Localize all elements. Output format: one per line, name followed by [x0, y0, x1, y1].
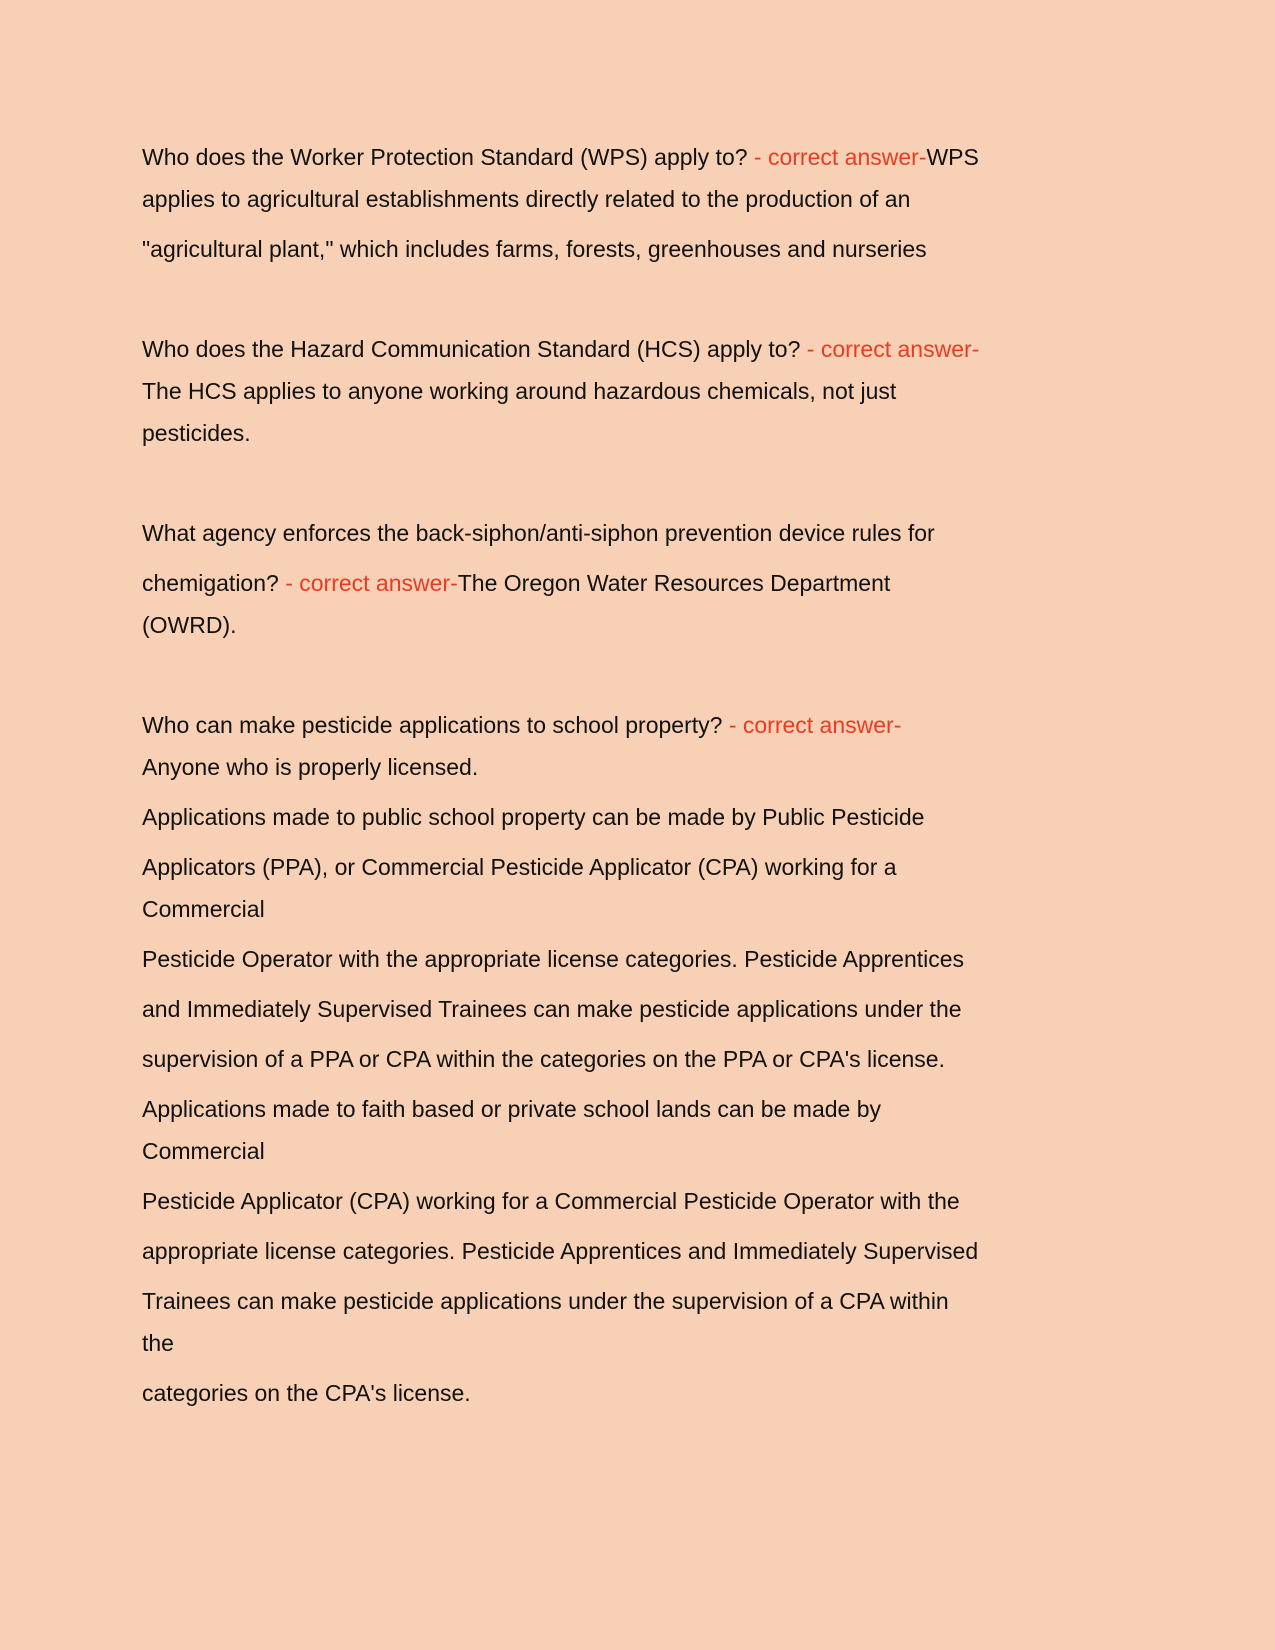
text-line	[142, 512, 1185, 554]
text-segment: Trainees can make pesticide applications under the supervision of a CPA within	[142, 1288, 949, 1314]
text-segment: Who does the Hazard Communication Standard (HCS) apply to?	[142, 336, 807, 362]
paragraph	[142, 1180, 1185, 1222]
text-segment: "agricultural plant," which includes farms, forests, greenhouses and nurseries	[142, 236, 927, 262]
text-segment: and Immediately Supervised Trainees can make pesticide applications under the	[142, 996, 962, 1022]
text-line	[142, 988, 1185, 1030]
text-segment: applies to agricultural establishments directly related to the production of an	[142, 186, 911, 212]
text-line	[142, 412, 1185, 454]
qa-block	[142, 704, 1185, 1414]
paragraph	[142, 1372, 1185, 1414]
text-segment: Pesticide Operator with the appropriate license categories. Pesticide Apprentices	[142, 946, 965, 972]
text-segment: Pesticide Applicator (CPA) working for a Commercial Pesticide Operator with the	[142, 1188, 960, 1214]
text-segment: the	[142, 1330, 174, 1356]
text-segment: Commercial	[142, 1138, 265, 1164]
correct-answer-marker: - correct answer-	[285, 570, 458, 596]
text-line	[142, 1130, 1185, 1172]
text-segment: Who can make pesticide applications to school property?	[142, 712, 729, 738]
text-line	[142, 328, 1185, 370]
qa-block	[142, 328, 1185, 454]
text-segment: Applicators (PPA), or Commercial Pesticide Applicator (CPA) working for a	[142, 854, 897, 880]
paragraph	[142, 938, 1185, 980]
paragraph	[142, 328, 1185, 454]
text-segment: WPS	[926, 144, 979, 170]
paragraph	[142, 988, 1185, 1030]
text-segment: appropriate license categories. Pesticide Apprentices and Immediately Supervised	[142, 1238, 979, 1264]
paragraph	[142, 846, 1185, 930]
text-line	[142, 746, 1185, 788]
paragraph	[142, 562, 1185, 646]
text-segment: chemigation?	[142, 570, 286, 596]
text-line	[142, 562, 1185, 604]
text-segment: Applications made to public school property can be made by Public Pesticide	[142, 804, 925, 830]
text-line	[142, 1038, 1185, 1080]
text-line	[142, 370, 1185, 412]
text-segment: Who does the Worker Protection Standard (WPS) apply to?	[142, 144, 754, 170]
text-segment: categories on the CPA's license.	[142, 1380, 471, 1406]
paragraph	[142, 1280, 1185, 1364]
text-line	[142, 1372, 1185, 1414]
text-line	[142, 136, 1185, 178]
paragraph	[142, 1230, 1185, 1272]
text-segment: The HCS applies to anyone working around hazardous chemicals, not just	[142, 378, 897, 404]
text-segment: Applications made to faith based or private school lands can be made by	[142, 1096, 881, 1122]
text-segment: What agency enforces the back-siphon/anti-siphon prevention device rules for	[142, 520, 935, 546]
text-line	[142, 846, 1185, 888]
paragraph	[142, 512, 1185, 554]
text-segment: pesticides.	[142, 420, 251, 446]
text-line	[142, 1088, 1185, 1130]
text-segment: The Oregon Water Resources Department	[457, 570, 891, 596]
text-line	[142, 704, 1185, 746]
text-line	[142, 1180, 1185, 1222]
text-line	[142, 604, 1185, 646]
text-line	[142, 1280, 1185, 1322]
qa-block	[142, 136, 1185, 270]
text-line	[142, 938, 1185, 980]
text-line	[142, 796, 1185, 838]
paragraph	[142, 136, 1185, 220]
text-line	[142, 888, 1185, 930]
correct-answer-marker: - correct answer-	[806, 336, 980, 362]
paragraph	[142, 704, 1185, 788]
paragraph	[142, 1088, 1185, 1172]
text-line	[142, 1322, 1185, 1364]
paragraph	[142, 228, 1185, 270]
text-segment: (OWRD).	[142, 612, 237, 638]
paragraph	[142, 1038, 1185, 1080]
document-body	[142, 136, 1185, 1414]
text-segment: Anyone who is properly licensed.	[142, 754, 479, 780]
text-line	[142, 1230, 1185, 1272]
qa-block	[142, 512, 1185, 646]
text-segment: Commercial	[142, 896, 265, 922]
text-line	[142, 178, 1185, 220]
text-line	[142, 228, 1185, 270]
correct-answer-marker: - correct answer-	[753, 144, 927, 170]
paragraph	[142, 796, 1185, 838]
text-segment: supervision of a PPA or CPA within the categories on the PPA or CPA's license.	[142, 1046, 945, 1072]
correct-answer-marker: - correct answer-	[728, 712, 902, 738]
